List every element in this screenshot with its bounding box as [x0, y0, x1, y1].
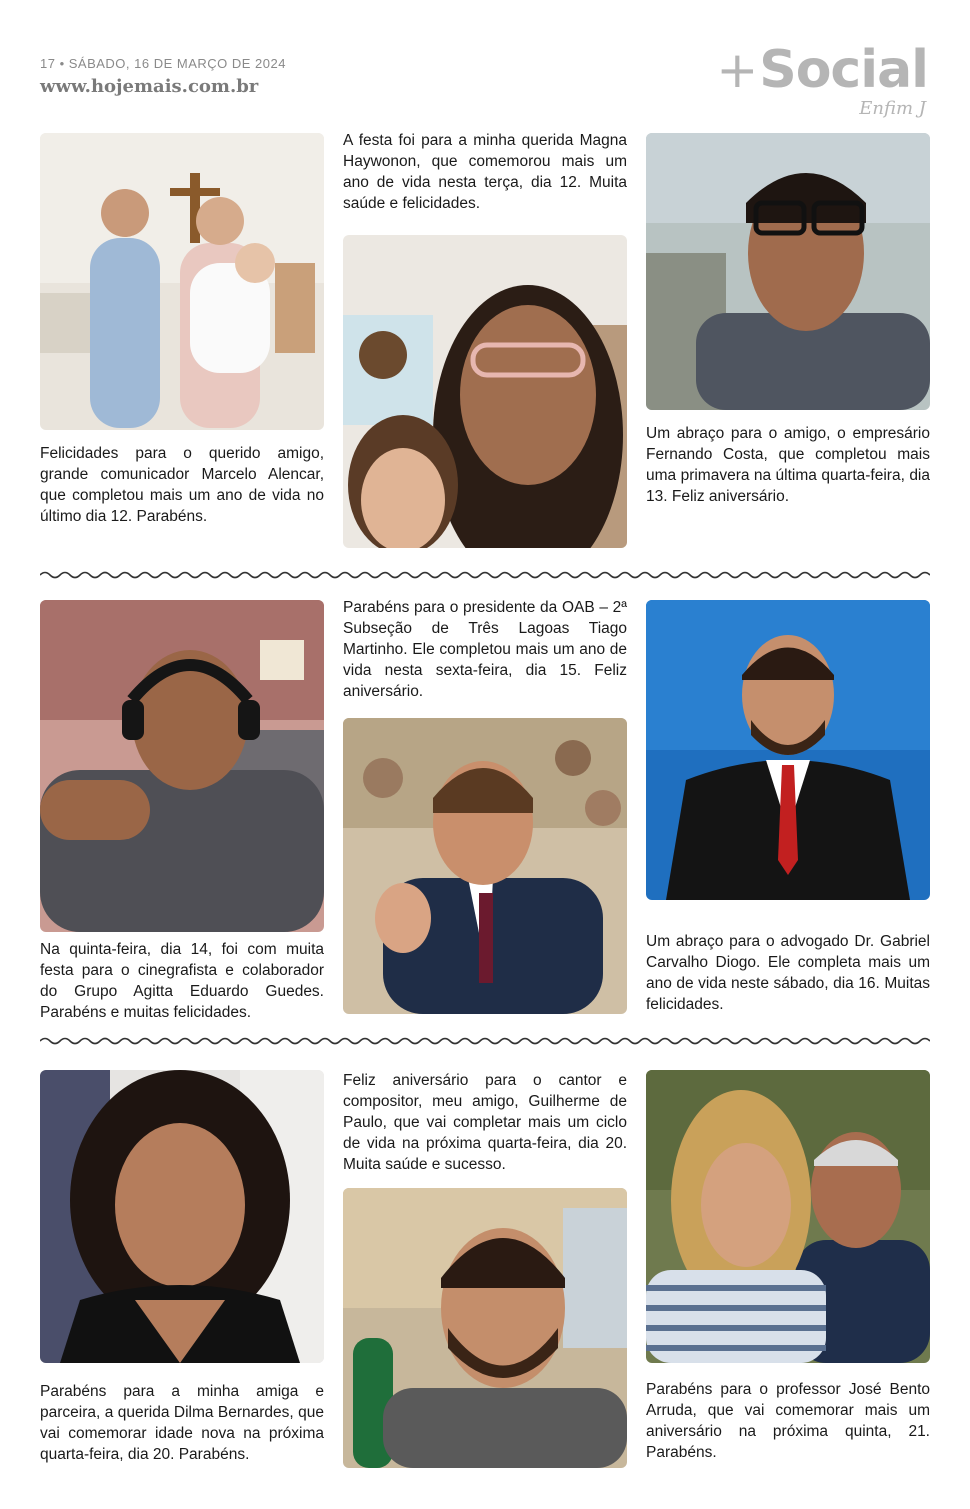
- section-title-text: Social: [759, 40, 928, 100]
- caption-9: Parabéns para o professor José Bento Arruda, que vai comemorar mais um aniversário na próxima quinta, 21. Parabéns.: [646, 1381, 930, 1461]
- caption-4: Na quinta-feira, dia 14, foi com muita festa para o cinegrafista e colaborador do Grupo Agitta Eduardo Guedes. Parabéns e muitas felicidades.: [40, 941, 324, 1021]
- caption-2: A festa foi para a minha querida Magna Haywonon, que comemorou mais um ano de vida nesta terça, dia 12. Muita saúde e felicidades.: [343, 132, 627, 212]
- photo-singer-selfie: [343, 1188, 627, 1468]
- photo-couple: [646, 1070, 930, 1363]
- photo-oab-president: [343, 718, 627, 1014]
- caption-6: Um abraço para o advogado Dr. Gabriel Carvalho Diogo. Ele completa mais um ano de vida neste sábado, dia 16. Muitas felicidades.: [646, 933, 930, 1013]
- divider-1: [40, 570, 930, 580]
- section-signature: Enfim J: [859, 98, 926, 119]
- caption-5: Parabéns para o presidente da OAB – 2ª Subseção de Três Lagoas Tiago Martinho. Ele completou mais um ano de vida nesta sexta-feira, dia 15. Feliz aniversário.: [343, 599, 627, 700]
- divider-2: [40, 1036, 930, 1046]
- photo-lawyer-portrait: [646, 600, 930, 900]
- caption-7: Parabéns para a minha amiga e parceira, a querida Dilma Bernardes, que vai comemorar idade nova na próxima quarta-feira, dia 20. Parabéns.: [40, 1383, 324, 1463]
- photo-selfie-woman-child: [343, 235, 627, 548]
- section-plus: +: [716, 41, 758, 99]
- photo-family-chapel: [40, 133, 324, 430]
- page-date: 17 • SÁBADO, 16 DE MARÇO DE 2024: [40, 56, 286, 71]
- caption-3: Um abraço para o amigo, o empresário Fernando Costa, que completou mais uma primavera na última quarta-feira, dia 13. Feliz aniversário.: [646, 425, 930, 505]
- photo-cameraman-studio: [40, 600, 324, 932]
- website-url[interactable]: www.hojemais.com.br: [40, 76, 259, 97]
- photo-man-glasses: [646, 133, 930, 410]
- section-title: [716, 40, 928, 100]
- photo-woman-smiling: [40, 1070, 324, 1363]
- caption-1: Felicidades para o querido amigo, grande comunicador Marcelo Alencar, que completou mais um ano de vida no último dia 12. Parabéns.: [40, 445, 324, 525]
- caption-8: Feliz aniversário para o cantor e compositor, meu amigo, Guilherme de Paulo, que vai completar mais um ciclo de vida na próxima quarta-feira, dia 20. Muita saúde e sucesso.: [343, 1072, 627, 1173]
